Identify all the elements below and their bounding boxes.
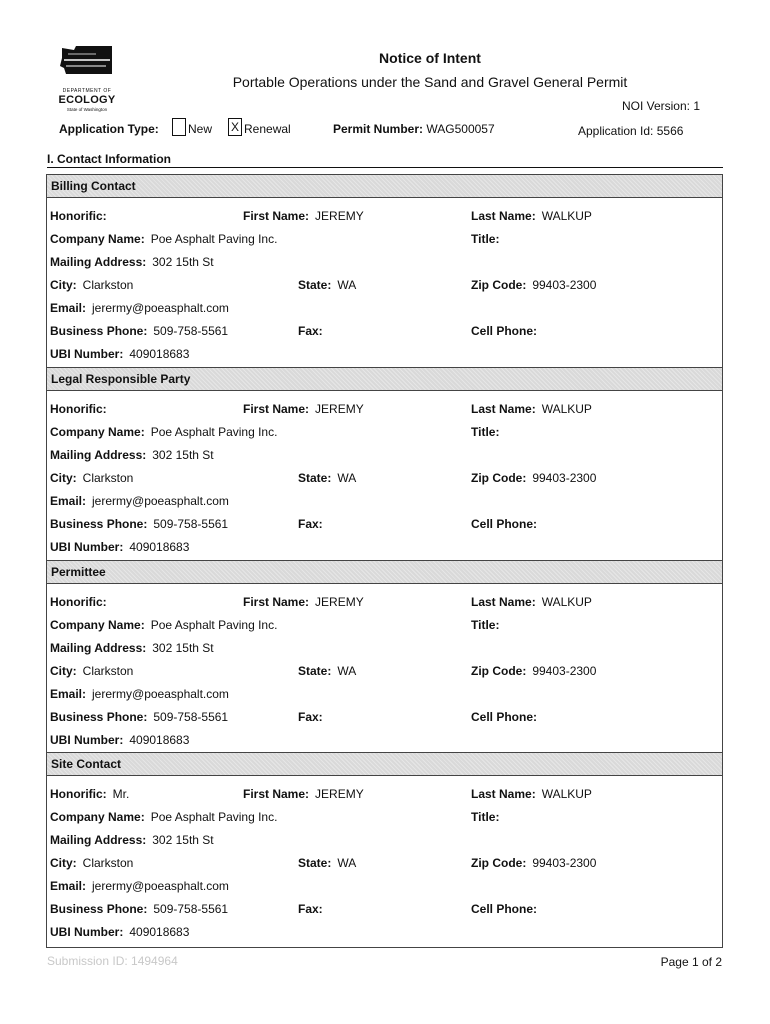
honorific-field xyxy=(50,787,129,801)
city-field-value: Clarkston xyxy=(82,471,134,485)
mailing-address-field xyxy=(50,833,214,847)
last-name-field xyxy=(471,787,592,801)
mailing-address-field xyxy=(50,255,214,269)
city-field xyxy=(50,471,133,485)
zip-code-field-value: 99403-2300 xyxy=(532,664,597,678)
contact-block xyxy=(46,752,723,948)
cell-phone-field-label: Cell Phone: xyxy=(471,324,538,338)
email-field-label: Email: xyxy=(50,494,87,508)
fax-field xyxy=(298,710,329,724)
first-name-field xyxy=(243,595,364,609)
honorific-field-value: Mr. xyxy=(112,787,130,801)
company-name-field xyxy=(50,232,277,246)
logo-dept-text: DEPARTMENT OF xyxy=(62,88,112,94)
cell-phone-field xyxy=(471,902,543,916)
cell-phone-field xyxy=(471,517,543,531)
state-field-value: WA xyxy=(337,471,357,485)
ubi-number-field-value: 409018683 xyxy=(129,540,190,554)
permit-number-label: Permit Number: xyxy=(333,122,424,136)
fax-field xyxy=(298,324,329,338)
business-phone-field-label: Business Phone: xyxy=(50,710,148,724)
last-name-field-label: Last Name: xyxy=(471,595,536,609)
ubi-number-field-label: UBI Number: xyxy=(50,925,124,939)
company-name-field-label: Company Name: xyxy=(50,232,145,246)
city-field-label: City: xyxy=(50,856,77,870)
city-field xyxy=(50,278,133,292)
first-name-field-value: JEREMY xyxy=(315,402,364,416)
title-field-label: Title: xyxy=(471,425,500,439)
cell-phone-field-label: Cell Phone: xyxy=(471,902,538,916)
company-name-field-value: Poe Asphalt Paving Inc. xyxy=(150,618,278,632)
city-field-value: Clarkston xyxy=(82,856,134,870)
company-name-field-value: Poe Asphalt Paving Inc. xyxy=(150,425,278,439)
logo-ecology-text: ECOLOGY xyxy=(58,94,116,106)
contact-block-heading: Legal Responsible Party xyxy=(47,368,722,391)
last-name-field-label: Last Name: xyxy=(471,209,536,223)
contact-block-heading: Billing Contact xyxy=(47,175,722,198)
new-checkbox[interactable] xyxy=(172,118,186,136)
zip-code-field-label: Zip Code: xyxy=(471,856,527,870)
page-subtitle: Portable Operations under the Sand and Gravel General Permit xyxy=(232,74,628,90)
contact-block-heading: Permittee xyxy=(47,561,722,584)
first-name-field-label: First Name: xyxy=(243,402,310,416)
honorific-field-label: Honorific: xyxy=(50,209,107,223)
renewal-checkbox-label: Renewal xyxy=(244,122,291,136)
zip-code-field xyxy=(471,856,596,870)
business-phone-field-label: Business Phone: xyxy=(50,324,148,338)
ubi-number-field-label: UBI Number: xyxy=(50,347,124,361)
first-name-field xyxy=(243,209,364,223)
fax-field xyxy=(298,517,329,531)
first-name-field-label: First Name: xyxy=(243,787,310,801)
new-checkbox-label: New xyxy=(188,122,213,136)
last-name-field xyxy=(471,595,592,609)
city-field-value: Clarkston xyxy=(82,278,134,292)
zip-code-field-value: 99403-2300 xyxy=(532,856,597,870)
section-title: I. Contact Information xyxy=(47,152,171,166)
city-field-label: City: xyxy=(50,278,77,292)
state-field xyxy=(298,664,356,678)
honorific-field-label: Honorific: xyxy=(50,402,107,416)
title-field-label: Title: xyxy=(471,810,500,824)
business-phone-field xyxy=(50,517,228,531)
state-field-label: State: xyxy=(298,278,332,292)
mailing-address-field-value: 302 15th St xyxy=(152,255,214,269)
zip-code-field-label: Zip Code: xyxy=(471,471,527,485)
mailing-address-field-label: Mailing Address: xyxy=(50,448,147,462)
last-name-field xyxy=(471,402,592,416)
last-name-field-value: WALKUP xyxy=(541,402,592,416)
honorific-field-label: Honorific: xyxy=(50,595,107,609)
title-field xyxy=(471,425,505,439)
ubi-number-field-label: UBI Number: xyxy=(50,540,124,554)
state-field xyxy=(298,856,356,870)
permit-number-value: WAG500057 xyxy=(426,122,495,136)
first-name-field xyxy=(243,787,364,801)
first-name-field-label: First Name: xyxy=(243,209,310,223)
city-field-label: City: xyxy=(50,664,77,678)
email-field-value: jerermy@poeasphalt.com xyxy=(92,301,229,315)
state-field-label: State: xyxy=(298,664,332,678)
state-field-value: WA xyxy=(337,278,357,292)
state-field-label: State: xyxy=(298,471,332,485)
contact-block-heading: Site Contact xyxy=(47,753,722,776)
first-name-field-value: JEREMY xyxy=(315,595,364,609)
first-name-field-value: JEREMY xyxy=(315,787,364,801)
fax-field-label: Fax: xyxy=(298,710,323,724)
company-name-field-label: Company Name: xyxy=(50,810,145,824)
city-field xyxy=(50,856,133,870)
mailing-address-field xyxy=(50,448,214,462)
ubi-number-field xyxy=(50,540,189,554)
submission-id: Submission ID: 1494964 xyxy=(47,954,178,968)
cell-phone-field-label: Cell Phone: xyxy=(471,710,538,724)
zip-code-field xyxy=(471,278,596,292)
business-phone-field-value: 509-758-5561 xyxy=(153,324,229,338)
email-field xyxy=(50,494,229,508)
fax-field-label: Fax: xyxy=(298,324,323,338)
logo-state-text: State of Washington xyxy=(66,107,108,112)
company-name-field xyxy=(50,425,277,439)
email-field-label: Email: xyxy=(50,879,87,893)
page-number: Page 1 of 2 xyxy=(660,955,722,969)
mailing-address-field-label: Mailing Address: xyxy=(50,641,147,655)
state-field xyxy=(298,471,356,485)
fax-field xyxy=(298,902,329,916)
last-name-field-label: Last Name: xyxy=(471,787,536,801)
city-field-value: Clarkston xyxy=(82,664,134,678)
mailing-address-field-label: Mailing Address: xyxy=(50,833,147,847)
contact-block xyxy=(46,560,723,756)
mailing-address-field-value: 302 15th St xyxy=(152,448,214,462)
mailing-address-field xyxy=(50,641,214,655)
first-name-field xyxy=(243,402,364,416)
zip-code-field xyxy=(471,471,596,485)
last-name-field-value: WALKUP xyxy=(541,595,592,609)
zip-code-field-label: Zip Code: xyxy=(471,664,527,678)
state-field xyxy=(298,278,356,292)
cell-phone-field-label: Cell Phone: xyxy=(471,517,538,531)
cell-phone-field xyxy=(471,710,543,724)
mailing-address-field-value: 302 15th St xyxy=(152,641,214,655)
email-field-label: Email: xyxy=(50,301,87,315)
title-field xyxy=(471,810,505,824)
business-phone-field-value: 509-758-5561 xyxy=(153,710,229,724)
last-name-field-value: WALKUP xyxy=(541,209,592,223)
business-phone-field-label: Business Phone: xyxy=(50,517,148,531)
email-field xyxy=(50,687,229,701)
state-field-value: WA xyxy=(337,856,357,870)
zip-code-field-value: 99403-2300 xyxy=(532,471,597,485)
state-field-label: State: xyxy=(298,856,332,870)
noi-version: NOI Version: 1 xyxy=(621,99,700,113)
title-field-label: Title: xyxy=(471,232,500,246)
permit-number xyxy=(333,122,495,136)
section-divider xyxy=(47,167,723,168)
ubi-number-field-label: UBI Number: xyxy=(50,733,124,747)
email-field xyxy=(50,301,229,315)
ubi-number-field-value: 409018683 xyxy=(129,925,190,939)
ubi-number-field-value: 409018683 xyxy=(129,733,190,747)
zip-code-field-label: Zip Code: xyxy=(471,278,527,292)
email-field-value: jerermy@poeasphalt.com xyxy=(92,494,229,508)
ubi-number-field xyxy=(50,347,189,361)
business-phone-field-value: 509-758-5561 xyxy=(153,517,229,531)
mailing-address-field-value: 302 15th St xyxy=(152,833,214,847)
business-phone-field xyxy=(50,902,228,916)
contact-block xyxy=(46,367,723,563)
cell-phone-field xyxy=(471,324,543,338)
first-name-field-value: JEREMY xyxy=(315,209,364,223)
honorific-field xyxy=(50,402,113,416)
title-field xyxy=(471,232,505,246)
state-field-value: WA xyxy=(337,664,357,678)
page-title: Notice of Intent xyxy=(379,50,481,66)
zip-code-field-value: 99403-2300 xyxy=(532,278,597,292)
zip-code-field xyxy=(471,664,596,678)
business-phone-field-label: Business Phone: xyxy=(50,902,148,916)
email-field-label: Email: xyxy=(50,687,87,701)
email-field-value: jerermy@poeasphalt.com xyxy=(92,687,229,701)
business-phone-field-value: 509-758-5561 xyxy=(153,902,229,916)
honorific-field xyxy=(50,209,113,223)
fax-field-label: Fax: xyxy=(298,517,323,531)
application-type-label: Application Type: xyxy=(59,122,159,136)
honorific-field-label: Honorific: xyxy=(50,787,107,801)
company-name-field xyxy=(50,810,277,824)
last-name-field-label: Last Name: xyxy=(471,402,536,416)
contact-block xyxy=(46,174,723,370)
title-field xyxy=(471,618,505,632)
city-field xyxy=(50,664,133,678)
last-name-field-value: WALKUP xyxy=(541,787,592,801)
last-name-field xyxy=(471,209,592,223)
email-field-value: jerermy@poeasphalt.com xyxy=(92,879,229,893)
company-name-field-value: Poe Asphalt Paving Inc. xyxy=(150,232,278,246)
business-phone-field xyxy=(50,324,228,338)
first-name-field-label: First Name: xyxy=(243,595,310,609)
city-field-label: City: xyxy=(50,471,77,485)
ubi-number-field-value: 409018683 xyxy=(129,347,190,361)
renewal-checkbox[interactable]: X xyxy=(228,118,242,136)
company-name-field-label: Company Name: xyxy=(50,618,145,632)
application-id: Application Id: 5566 xyxy=(578,124,684,138)
ubi-number-field xyxy=(50,925,189,939)
business-phone-field xyxy=(50,710,228,724)
mailing-address-field-label: Mailing Address: xyxy=(50,255,147,269)
title-field-label: Title: xyxy=(471,618,500,632)
email-field xyxy=(50,879,229,893)
company-name-field xyxy=(50,618,277,632)
ubi-number-field xyxy=(50,733,189,747)
fax-field-label: Fax: xyxy=(298,902,323,916)
honorific-field xyxy=(50,595,113,609)
company-name-field-label: Company Name: xyxy=(50,425,145,439)
company-name-field-value: Poe Asphalt Paving Inc. xyxy=(150,810,278,824)
